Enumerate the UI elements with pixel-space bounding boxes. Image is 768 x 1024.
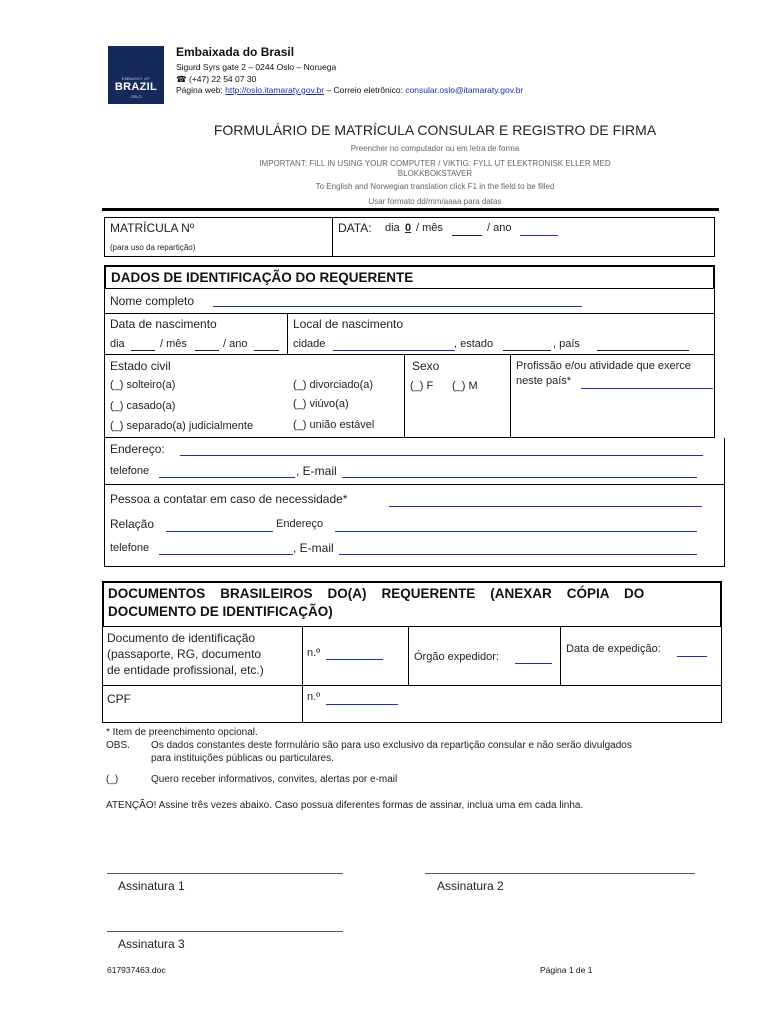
header-rule bbox=[102, 208, 719, 211]
civil-option-separado[interactable]: (_) separado(a) judicialmente bbox=[110, 420, 254, 432]
opcional-note: * Item de preenchimento opcional. bbox=[106, 727, 258, 738]
pais-field[interactable] bbox=[597, 350, 689, 351]
nasc-ano-label: / ano bbox=[223, 338, 248, 350]
instruction-line: Usar formato dd/mm/aaaa para datas bbox=[368, 197, 502, 206]
documentos-heading: DOCUMENTOS BRASILEIROS DO(A) REQUERENTE (ANEXAR CÓPIA DO bbox=[108, 586, 645, 601]
informativos-label: Quero receber informativos, convites, alertas por e-mail bbox=[151, 774, 398, 785]
estado-field[interactable] bbox=[503, 350, 551, 351]
logo-small-text: EMBASSY OF bbox=[122, 76, 150, 81]
instruction-line: Preencher no computador ou em letra de forma bbox=[350, 144, 520, 153]
divider bbox=[510, 355, 511, 438]
footer-filename: 617937463.doc bbox=[107, 965, 166, 975]
logo-city-text: OSLO bbox=[130, 94, 142, 99]
endereco2-label: Endereço bbox=[276, 518, 324, 530]
divider bbox=[287, 314, 288, 355]
doc-numero-field[interactable] bbox=[326, 659, 383, 660]
data-ano-field[interactable] bbox=[520, 235, 558, 236]
cpf-numero-label: n.º bbox=[307, 691, 321, 703]
email2-field[interactable] bbox=[339, 554, 697, 555]
email-link[interactable]: consular.oslo@itamaraty.gov.br bbox=[405, 85, 524, 95]
sexo-option-m[interactable]: (_) M bbox=[452, 380, 478, 392]
data-ano-label: / ano bbox=[487, 222, 512, 234]
data-nascimento-label: Data de nascimento bbox=[110, 317, 217, 331]
data-dia-field[interactable]: 0 bbox=[405, 222, 412, 234]
telefone-label: telefone bbox=[110, 465, 150, 477]
data-label: DATA: bbox=[338, 221, 372, 235]
email-field[interactable] bbox=[342, 477, 697, 478]
nome-field[interactable] bbox=[213, 306, 582, 307]
doc-label-2: (passaporte, RG, documento bbox=[107, 647, 262, 661]
civil-option-viuvo[interactable]: (_) viúvo(a) bbox=[293, 398, 349, 410]
nasc-dia-field[interactable] bbox=[131, 350, 155, 351]
relacao-label: Relação bbox=[110, 517, 155, 531]
data-expedicao-field[interactable] bbox=[677, 656, 707, 657]
divider bbox=[560, 627, 561, 686]
embassy-address: Sigurd Syrs gate 2 – 0244 Oslo – Noruega bbox=[176, 62, 337, 72]
instruction-line: BLOKKBOKSTAVER bbox=[397, 169, 473, 178]
matricula-label: MATRÍCULA Nº bbox=[110, 221, 195, 235]
endereco-label: Endereço: bbox=[110, 442, 165, 456]
obs-text-2: para instituições públicas ou particulares. bbox=[151, 753, 334, 764]
sexo-label: Sexo bbox=[412, 359, 440, 373]
divider bbox=[302, 627, 303, 686]
form-title: FORMULÁRIO DE MATRÍCULA CONSULAR E REGISTRO DE FIRMA bbox=[213, 122, 657, 138]
documentos-heading-2: DOCUMENTO DE IDENTIFICAÇÃO) bbox=[108, 604, 333, 619]
informativos-checkbox[interactable]: (_) bbox=[106, 774, 119, 785]
obs-label: OBS. bbox=[106, 740, 130, 751]
relacao-field[interactable] bbox=[166, 531, 273, 532]
telefone2-label: telefone bbox=[110, 542, 150, 554]
cpf-numero-field[interactable] bbox=[326, 704, 398, 705]
civil-option-casado[interactable]: (_) casado(a) bbox=[110, 400, 176, 412]
sexo-option-f[interactable]: (_) F bbox=[410, 380, 434, 392]
profissao-label: Profissão e/ou atividade que exerce bbox=[516, 360, 691, 372]
nasc-mes-label: / mês bbox=[160, 338, 187, 350]
embassy-contacts bbox=[176, 85, 523, 95]
contato-label: Pessoa a contatar em caso de necessidade* bbox=[110, 492, 348, 506]
civil-option-divorciado[interactable]: (_) divorciado(a) bbox=[293, 379, 374, 391]
divider bbox=[408, 627, 409, 686]
embassy-name: Embaixada do Brasil bbox=[176, 45, 295, 59]
data-expedicao-label: Data de expedição: bbox=[566, 643, 661, 655]
web-label: Página web: bbox=[176, 85, 226, 95]
local-nascimento-label: Local de nascimento bbox=[293, 317, 404, 331]
cpf-label: CPF bbox=[107, 692, 131, 706]
divider bbox=[404, 355, 405, 438]
data-mes-label: / mês bbox=[416, 222, 443, 234]
instruction-line: IMPORTANT: FILL IN USING YOUR COMPUTER / VIKTIG: FYLL UT ELEKTRONISK ELLER MED bbox=[259, 159, 611, 168]
email2-label: , E-mail bbox=[293, 541, 334, 555]
nasc-mes-field[interactable] bbox=[195, 350, 219, 351]
cidade-label: cidade bbox=[293, 338, 326, 350]
signature-3-line[interactable] bbox=[107, 931, 343, 932]
signature-2-line[interactable] bbox=[425, 873, 695, 874]
endereco2-field[interactable] bbox=[335, 531, 697, 532]
pais-label: , país bbox=[553, 338, 580, 350]
embassy-logo bbox=[108, 46, 164, 104]
doc-label-3: de entidade profissional, etc.) bbox=[107, 663, 264, 677]
signature-2-label: Assinatura 2 bbox=[437, 879, 504, 893]
nasc-dia-label: dia bbox=[110, 338, 125, 350]
instruction-line: To English and Norwegian translation click F1 in the field to be filled bbox=[315, 182, 555, 191]
signature-3-label: Assinatura 3 bbox=[118, 937, 185, 951]
orgao-field[interactable] bbox=[515, 663, 552, 664]
email-label: – Correio eletrônico: bbox=[324, 85, 406, 95]
civil-option-solteiro[interactable]: (_) solteiro(a) bbox=[110, 379, 176, 391]
doc-numero-label: n.º bbox=[307, 647, 321, 659]
email-label: , E-mail bbox=[296, 464, 337, 478]
embassy-phone: ☎ (+47) 22 54 07 30 bbox=[176, 74, 257, 84]
matricula-note: (para uso da repartição) bbox=[110, 243, 196, 252]
cpf-row bbox=[102, 686, 722, 723]
telefone-field[interactable] bbox=[159, 477, 295, 478]
telefone2-field[interactable] bbox=[159, 554, 293, 555]
estado-civil-label: Estado civil bbox=[110, 359, 171, 373]
signature-1-line[interactable] bbox=[107, 873, 343, 874]
data-dia-label: dia bbox=[385, 222, 400, 234]
footer-page: Página 1 de 1 bbox=[540, 965, 593, 975]
obs-text: Os dados constantes deste formulário são para uso exclusivo da repartição consular e não serão divulgados bbox=[151, 740, 632, 751]
logo-brazil-text: BRAZIL bbox=[114, 81, 158, 93]
profissao-field[interactable] bbox=[581, 388, 713, 389]
web-link[interactable]: http://oslo.itamaraty.gov.br bbox=[225, 85, 325, 95]
nome-row bbox=[104, 289, 715, 314]
orgao-label: Órgão expedidor: bbox=[414, 651, 499, 663]
divider bbox=[302, 686, 303, 723]
estado-label: , estado bbox=[454, 338, 494, 350]
contato-field[interactable] bbox=[389, 506, 702, 507]
data-mes-field[interactable] bbox=[452, 235, 482, 236]
cidade-field[interactable] bbox=[333, 350, 455, 351]
signature-1-label: Assinatura 1 bbox=[118, 879, 185, 893]
nasc-ano-field[interactable] bbox=[254, 350, 279, 351]
nome-label: Nome completo bbox=[110, 294, 195, 308]
identificacao-heading: DADOS DE IDENTIFICAÇÃO DO REQUERENTE bbox=[111, 270, 414, 285]
divider bbox=[332, 217, 333, 257]
doc-label: Documento de identificação bbox=[107, 631, 256, 645]
endereco-field[interactable] bbox=[180, 455, 703, 456]
atencao-note: ATENÇÃO! Assine três vezes abaixo. Caso possua diferentes formas de assinar, inclua uma em cada linha. bbox=[106, 800, 584, 811]
civil-option-uniao[interactable]: (_) união estável bbox=[293, 419, 375, 431]
profissao-label-2: neste país* bbox=[516, 375, 572, 387]
